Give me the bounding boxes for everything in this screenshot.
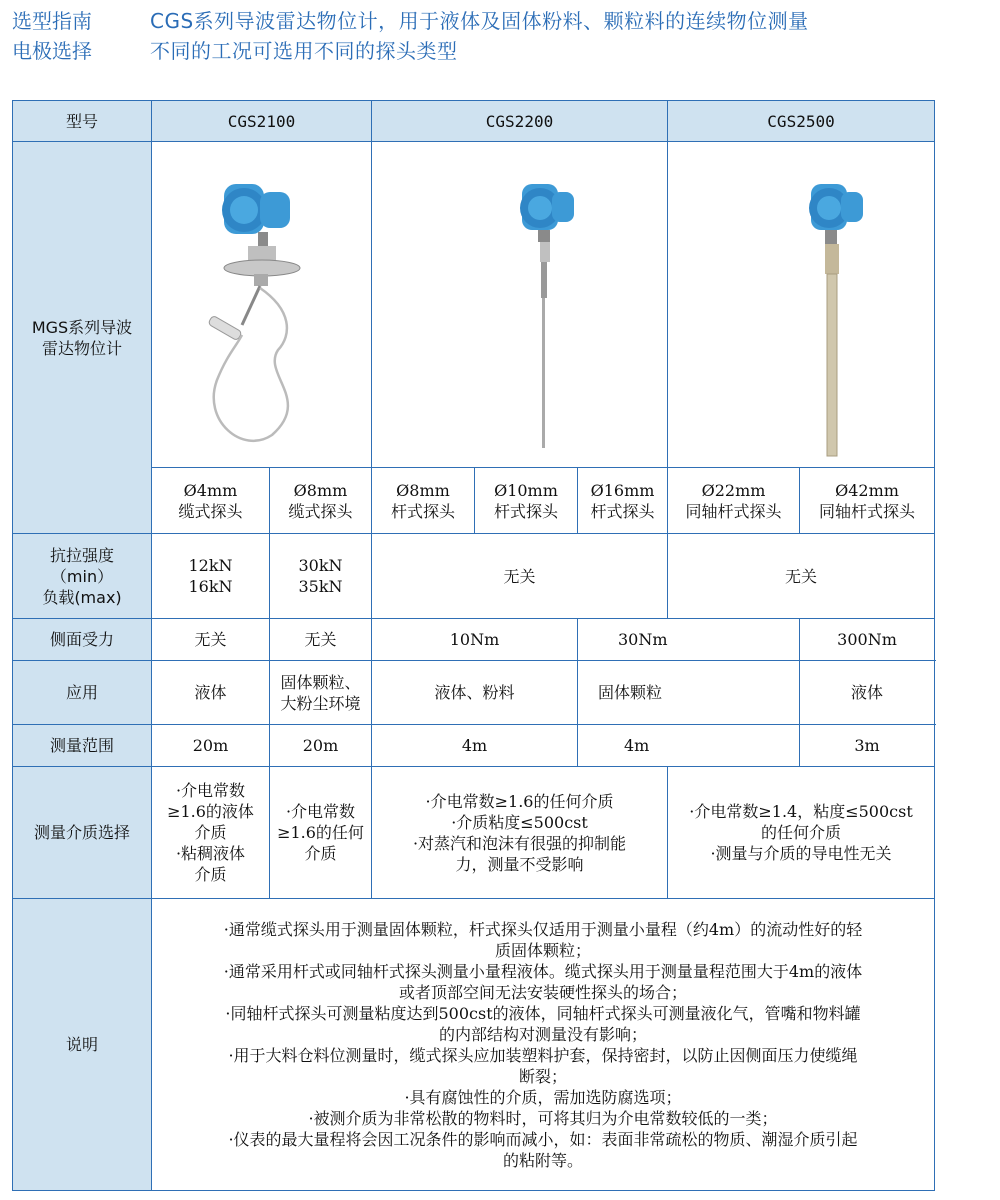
header-subtitle-1: CGS系列导波雷达物位计，用于液体及固体粉料、颗粒料的连续物位测量	[150, 9, 809, 33]
medium-line: ·介电常数	[285, 802, 356, 821]
tensile-value: 16kN	[188, 577, 233, 596]
probe-cell-5	[578, 468, 668, 534]
tensile-value: 35kN	[298, 577, 343, 596]
medium-cell-4	[668, 767, 935, 899]
cgs2200-image	[372, 142, 668, 468]
notes-row	[13, 899, 935, 1191]
notes-label: 说明	[13, 899, 152, 1191]
probe-type: 杆式探头	[590, 501, 655, 521]
medium-line: 的任何介质	[761, 823, 842, 842]
probe-cell-6	[668, 468, 800, 534]
notes-line: ·具有腐蚀性的介质，需加选防腐选项；	[404, 1087, 682, 1107]
medium-line: ·对蒸汽和泡沫有很强的抑制能	[412, 833, 627, 853]
probe-size: Ø8mm	[396, 480, 450, 500]
medium-line: ·介电常数≥1.6的任何介质	[425, 791, 614, 811]
notes-line: ·通常缆式探头用于测量固体颗粒，杆式探头仅适用于测量小量程（约4m）的流动性好的轻	[223, 919, 863, 939]
range-row	[13, 725, 935, 767]
series-label	[13, 142, 152, 534]
probe-size: Ø4mm	[183, 480, 238, 500]
tensile-cell-2	[270, 534, 372, 619]
medium-line: ·介质粘度≤500cst	[451, 812, 588, 832]
lateral-cell-5: 300Nm	[800, 619, 935, 661]
tensile-cell-4: 无关	[668, 534, 935, 619]
medium-cell-1	[152, 767, 270, 899]
tensile-label-line-2: （min）	[50, 566, 114, 586]
header-subtitle-2: 不同的工况可选用不同的探头类型	[150, 39, 458, 63]
notes-line: 的粘附等。	[503, 1150, 584, 1170]
cgs2100-image	[152, 142, 372, 468]
model-cgs2500: CGS2500	[668, 101, 935, 142]
page-header	[12, 6, 992, 66]
model-cgs2100: CGS2100	[152, 101, 372, 142]
tensile-label-line-1: 抗拉强度	[49, 545, 114, 565]
range-cell-2: 20m	[270, 725, 372, 767]
tensile-label-line-3: 负载(max)	[42, 587, 122, 607]
cable-probe-transmitter-icon	[162, 150, 362, 460]
probe-cell-2	[270, 468, 372, 534]
probe-cell-4	[475, 468, 578, 534]
application-cell-3: 液体、粉料	[372, 661, 578, 725]
series-label-line-2: 雷达物位计	[41, 338, 122, 358]
tensile-row	[13, 534, 935, 619]
medium-line: 力，测量不受影响	[455, 854, 584, 874]
lateral-cell-2: 无关	[270, 619, 372, 661]
notes-line: 的内部结构对测量没有影响；	[439, 1024, 648, 1044]
medium-line: ≥1.6的液体	[167, 802, 254, 821]
probe-type: 杆式探头	[493, 501, 558, 521]
medium-line: 介质	[194, 865, 227, 884]
application-cell-1: 液体	[152, 661, 270, 725]
medium-line: 介质	[194, 823, 227, 842]
probe-size: Ø16mm	[590, 480, 655, 500]
notes-line: ·同轴杆式探头可测量粘度达到500cst的液体，同轴杆式探头可测量液化气，管嘴和物料罐	[225, 1003, 861, 1023]
lateral-cell-3: 10Nm	[372, 619, 578, 661]
tensile-cell-3: 无关	[372, 534, 668, 619]
medium-line: 介质	[304, 844, 337, 863]
application-row	[13, 661, 935, 725]
tensile-cell-1	[152, 534, 270, 619]
probe-size: Ø8mm	[293, 480, 348, 500]
notes-line: ·仪表的最大量程将会因工况条件的影响而减小，如：表面非常疏松的物质、潮湿介质引起	[228, 1129, 858, 1149]
cgs2500-image	[668, 142, 935, 468]
lateral-row	[13, 619, 935, 661]
probe-type: 缆式探头	[178, 501, 243, 521]
application-cell-4: 固体颗粒	[578, 661, 800, 725]
model-cgs2200: CGS2200	[372, 101, 668, 142]
probe-size: Ø42mm	[835, 480, 899, 500]
rod-probe-transmitter-icon	[420, 150, 620, 460]
notes-line: ·被测介质为非常松散的物料时，可将其归为介电常数较低的一类；	[308, 1108, 778, 1128]
tensile-value: 30kN	[298, 556, 343, 575]
header-title-1: 选型指南	[12, 9, 92, 33]
tensile-label	[13, 534, 152, 619]
range-cell-4: 4m	[578, 725, 800, 767]
medium-line: ·测量与介质的导电性无关	[710, 844, 892, 863]
probe-cell-3	[372, 468, 475, 534]
range-cell-1: 20m	[152, 725, 270, 767]
medium-line: ·粘稠液体	[175, 844, 246, 863]
application-label: 应用	[13, 661, 152, 725]
application-text: 大粉尘环境	[280, 693, 361, 713]
range-label: 测量范围	[13, 725, 152, 767]
medium-cell-3	[372, 767, 668, 899]
probe-cell-1	[152, 468, 270, 534]
probe-row	[13, 468, 935, 534]
model-row	[13, 101, 935, 142]
range-cell-3: 4m	[372, 725, 578, 767]
medium-row	[13, 767, 935, 899]
probe-type: 缆式探头	[288, 501, 353, 521]
notes-line: ·用于大料仓料位测量时，缆式探头应加装塑料护套，保持密封，以防止因侧面压力使缆绳	[228, 1045, 858, 1065]
application-cell-5: 液体	[800, 661, 935, 725]
medium-line: ·介电常数≥1.4，粘度≤500cst	[689, 802, 913, 821]
coaxial-probe-transmitter-icon	[701, 150, 901, 460]
medium-line: ≥1.6的任何	[277, 823, 364, 842]
notes-line: ·通常采用杆式或同轴杆式探头测量小量程液体。缆式探头用于测量量程范围大于4m的液体	[223, 961, 863, 981]
image-row	[13, 142, 935, 468]
probe-size: Ø22mm	[701, 480, 766, 500]
medium-line: ·介电常数	[175, 781, 246, 800]
medium-cell-2	[270, 767, 372, 899]
probe-type: 同轴杆式探头	[819, 501, 916, 521]
range-cell-5: 3m	[800, 725, 935, 767]
lateral-cell-1: 无关	[152, 619, 270, 661]
probe-type: 杆式探头	[390, 501, 455, 521]
notes-line: 断裂；	[519, 1066, 568, 1086]
notes-line: 质固体颗粒；	[495, 940, 592, 960]
application-text: 固体颗粒、	[280, 672, 361, 692]
probe-type: 同轴杆式探头	[685, 501, 782, 521]
notes-content	[152, 899, 935, 1191]
lateral-label: 侧面受力	[13, 619, 152, 661]
series-label-line-1: MGS系列导波	[31, 317, 133, 337]
probe-size: Ø10mm	[494, 480, 558, 500]
lateral-cell-4: 30Nm	[578, 619, 800, 661]
probe-cell-7	[800, 468, 935, 534]
medium-label: 测量介质选择	[13, 767, 152, 899]
header-title-2: 电极选择	[12, 39, 92, 63]
selection-table	[12, 100, 935, 1191]
model-label: 型号	[13, 101, 152, 142]
notes-line: 或者顶部空间无法安装硬性探头的场合；	[399, 982, 688, 1002]
tensile-value: 12kN	[188, 556, 233, 575]
application-cell-2	[270, 661, 372, 725]
